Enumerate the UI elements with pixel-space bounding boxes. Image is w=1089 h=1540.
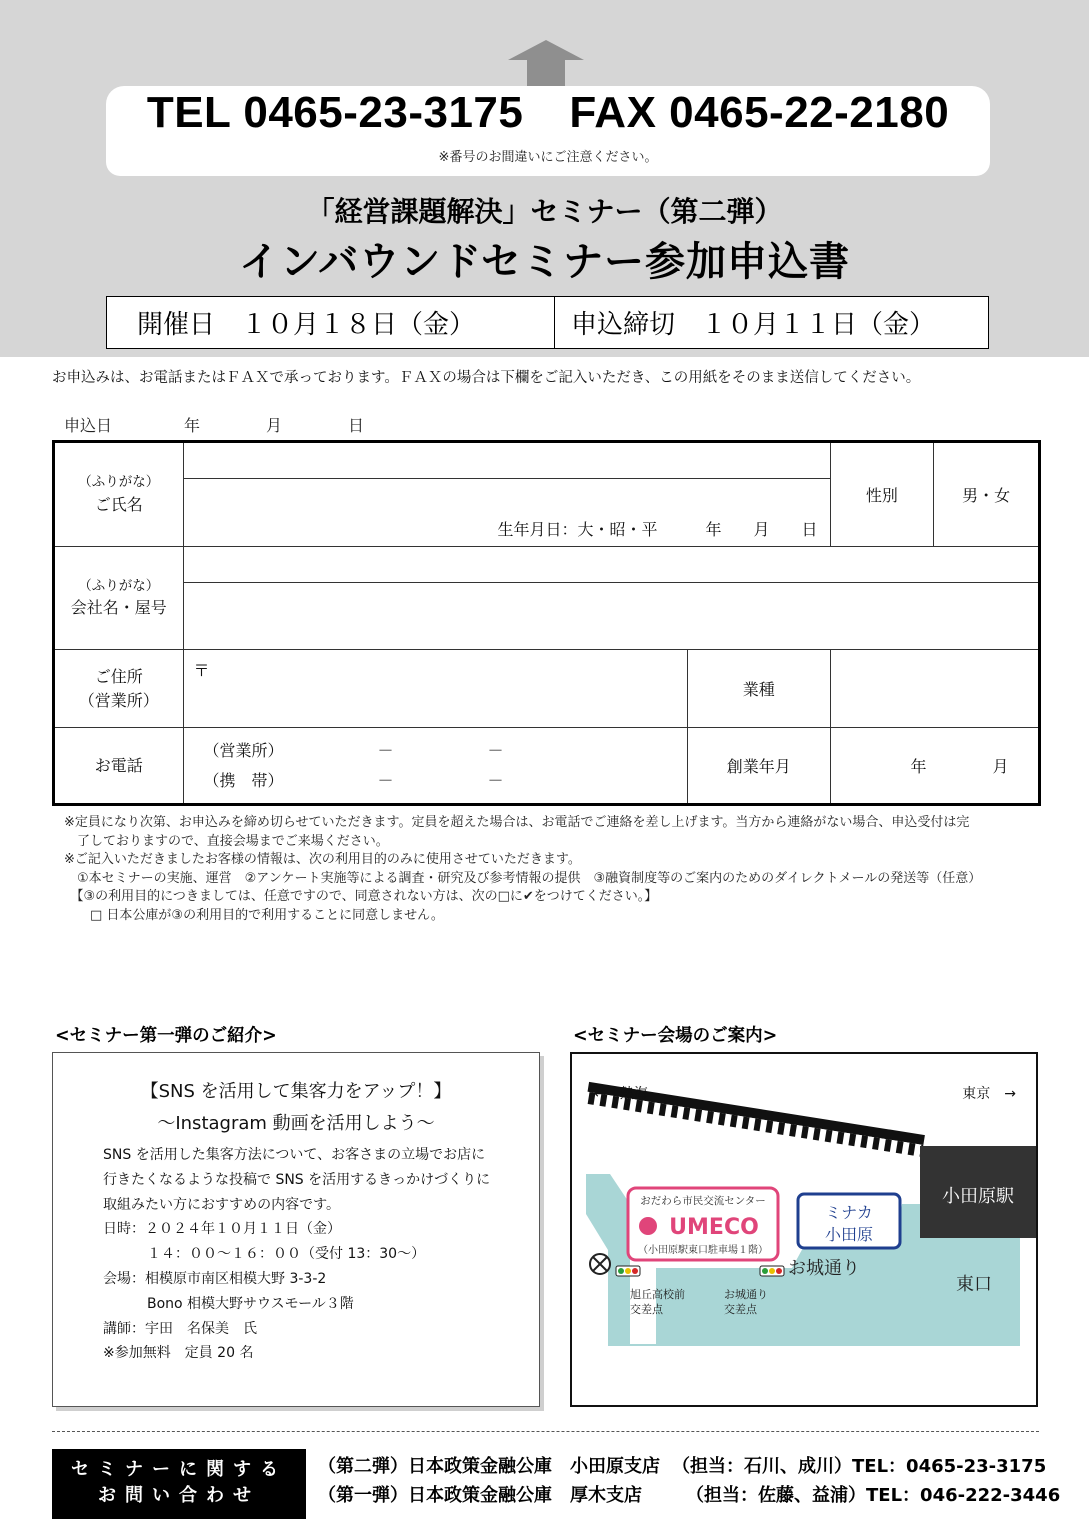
date-box — [106, 296, 989, 349]
company-label: 会社名・屋号 — [70, 598, 167, 618]
seminar1-date: 日時：２０２４年１０月１１日（金） — [103, 1221, 341, 1238]
note-line-3: ※ご記入いただきましたお客様の情報は、次の利用目的のみに使用させていただきます。 — [64, 852, 581, 867]
signal2-label-2: 交差点 — [724, 1303, 757, 1316]
deadline-date: 申込締切 １０月１１日（金） — [554, 297, 988, 348]
address-input[interactable] — [183, 650, 688, 728]
office-phone-dash2: － — [487, 740, 504, 760]
fax-number: FAX 0465-22-2180 — [569, 88, 950, 137]
phone-fax-line — [106, 88, 990, 138]
seminar1-body-line: SNS を活用した集客方法について、お客さまの立場でお店に — [103, 1147, 486, 1163]
contact-odawara-staff: （担当：石川、成川） — [672, 1456, 852, 1477]
name-input[interactable] — [183, 479, 830, 547]
office-phone-label: （営業所） — [203, 740, 284, 760]
umeco-name: UMECO — [669, 1215, 759, 1240]
contact-odawara — [318, 1452, 1060, 1481]
umeco-logo-icon — [639, 1217, 657, 1235]
gender-choice[interactable]: 男・女 — [934, 442, 1040, 547]
company-input[interactable] — [183, 583, 1039, 650]
address-label: ご住所 — [94, 667, 143, 687]
seminar1-venue-building: Bono 相模大野サウスモール３階 — [147, 1295, 354, 1312]
company-label-cell — [54, 547, 184, 650]
minaka-label-1: ミナカ — [825, 1203, 873, 1222]
venue-section-title: <セミナー会場のご案内> — [573, 1026, 778, 1046]
seminar1-section-title: <セミナー第一弾のご紹介> — [55, 1026, 277, 1046]
seminar1-body-line: 行きたくなるような投稿で SNS を活用するきっかけづくりに — [103, 1171, 491, 1188]
contact-atsugi-branch: （第一弾）日本政策金融公庫 厚木支店 — [318, 1485, 642, 1506]
name-kana-input[interactable] — [183, 442, 830, 479]
apply-day-field[interactable]: 日 — [348, 416, 365, 435]
note-line-4: ①本セミナーの実施、運営 ②アンケート実施等による調査・研究及び参考情報の提供 ③融資制度等のご案内のためのダイレクトメールの発送等（任意） — [64, 870, 982, 886]
industry-input[interactable] — [830, 650, 1040, 728]
address-label-cell — [54, 650, 184, 728]
street-label: お城通り — [788, 1258, 860, 1279]
document-subtitle: 「経営課題解決」セミナー（第二弾） — [306, 195, 783, 228]
notes — [64, 814, 1044, 925]
contact-odawara-branch: （第二弾）日本政策金融公庫 小田原支店 — [318, 1456, 660, 1477]
company-kana-label: （ふりがな） — [78, 577, 160, 594]
consent-checkbox-line[interactable]: □ 日本公庫が③の利用目的で利用することに同意しません。 — [64, 907, 444, 923]
seminar1-heading: 【SNS を活用して集客力をアップ！】 — [140, 1081, 452, 1102]
phone-input[interactable] — [183, 728, 688, 805]
left-direction: ← 熱海 — [594, 1086, 648, 1102]
document-title: インバウンドセミナー参加申込書 — [239, 239, 850, 285]
company-kana-input[interactable] — [183, 547, 1039, 583]
intro-text: お申込みは、お電話またはＦＡＸで承っております。ＦＡＸの場合は下欄をご記入いただき、この用紙をそのまま送信してください。 — [52, 370, 921, 386]
founded-label: 創業年月 — [688, 728, 830, 805]
office-phone-row[interactable] — [204, 736, 688, 766]
seminar1-box — [52, 1052, 540, 1407]
seminar1-body — [103, 1143, 490, 1366]
name-label: ご氏名 — [94, 494, 143, 514]
note-line-1: ※定員になり次第、お申込みを締め切らせていただきます。定員を超えた場合は、お電話でご連絡を差し上げます。当方から連絡がない場合、申込受付は完 — [64, 815, 970, 830]
venue-map — [570, 1052, 1038, 1407]
contact-atsugi-staff: （担当：佐藤、益浦） — [686, 1485, 866, 1506]
founded-month: 月 — [992, 757, 1009, 776]
mobile-phone-label: （携 帯） — [203, 770, 284, 790]
seminar1-body-line: 取組みたい方におすすめの内容です。 — [103, 1196, 341, 1213]
number-caution-note: ※番号のお間違いにご注意ください。 — [438, 150, 658, 165]
apply-date-label: 申込日 — [64, 416, 113, 435]
signal1-label-2: 交差点 — [630, 1303, 663, 1316]
note-line-5: 【③の利用目的につきましては、任意ですので、同意されない方は、次の□に✔をつけてください。】 — [64, 889, 658, 904]
name-label-cell — [54, 442, 184, 547]
signal2-label-1: お城通り — [724, 1288, 768, 1301]
seminar1-fee: ※参加無料 定員 20 名 — [103, 1345, 254, 1362]
contact-atsugi-tel: TEL：046-222-3446 — [866, 1485, 1061, 1506]
phone-label: お電話 — [54, 728, 184, 805]
up-arrow-icon — [508, 40, 584, 60]
apply-year-field[interactable]: 年 — [184, 416, 201, 435]
mobile-phone-row[interactable] — [204, 766, 688, 796]
contact-atsugi — [318, 1481, 1060, 1510]
tel-number: TEL 0465-23-3175 — [146, 88, 524, 137]
seminar1-subheading: ～Instagram 動画を活用しよう～ — [157, 1113, 435, 1134]
contact-label-line2: お問い合わせ — [98, 1485, 260, 1506]
right-direction: 東京 → — [962, 1086, 1016, 1102]
contact-lines — [318, 1452, 1060, 1510]
event-date: 開催日 １０月１８日（金） — [137, 310, 476, 340]
contact-label-line1: セミナーに関する — [71, 1459, 287, 1480]
gender-label: 性別 — [830, 442, 934, 547]
up-arrow-stem — [527, 60, 565, 86]
address-sub-label: （営業所） — [78, 690, 159, 710]
founded-year: 年 — [910, 757, 927, 776]
birth-date-field: 生年月日：大・昭・平 年 月 日 — [497, 520, 818, 539]
industry-label: 業種 — [688, 650, 830, 728]
phone-fax-box — [106, 86, 990, 176]
seminar1-time: １４：００～１６：００（受付 13：30～） — [147, 1246, 426, 1263]
minaka-label-2: 小田原 — [824, 1225, 874, 1244]
office-phone-dash1: － — [377, 740, 394, 760]
founded-input[interactable] — [830, 728, 1040, 805]
name-kana-label: （ふりがな） — [78, 474, 160, 491]
contact-label — [52, 1449, 306, 1519]
seminar1-lecturer: 講師：宇田 名保美 氏 — [103, 1320, 257, 1337]
apply-month-field[interactable]: 月 — [266, 416, 283, 435]
apply-date-row — [64, 413, 364, 436]
mobile-phone-dash1: － — [377, 770, 394, 790]
venue-map-svg — [572, 1054, 1036, 1405]
application-form — [52, 440, 1041, 806]
note-line-2: 了しておりますので、直接会場までご来場ください。 — [64, 833, 389, 849]
umeco-top-label: おだわら市民交流センター — [640, 1195, 766, 1207]
zip-mark: 〒 — [193, 661, 210, 680]
umeco-sub-label: （小田原駅東口駐車場１階） — [638, 1245, 768, 1256]
east-exit-label: 東口 — [956, 1274, 992, 1295]
divider — [52, 1431, 1039, 1432]
signal1-label-1: 旭丘高校前 — [630, 1288, 685, 1301]
mobile-phone-dash2: － — [487, 770, 504, 790]
station-label: 小田原駅 — [942, 1186, 1014, 1207]
contact-odawara-tel: TEL：0465-23-3175 — [852, 1456, 1047, 1477]
seminar1-venue: 会場：相模原市南区相模大野 3-3-2 — [103, 1270, 327, 1287]
